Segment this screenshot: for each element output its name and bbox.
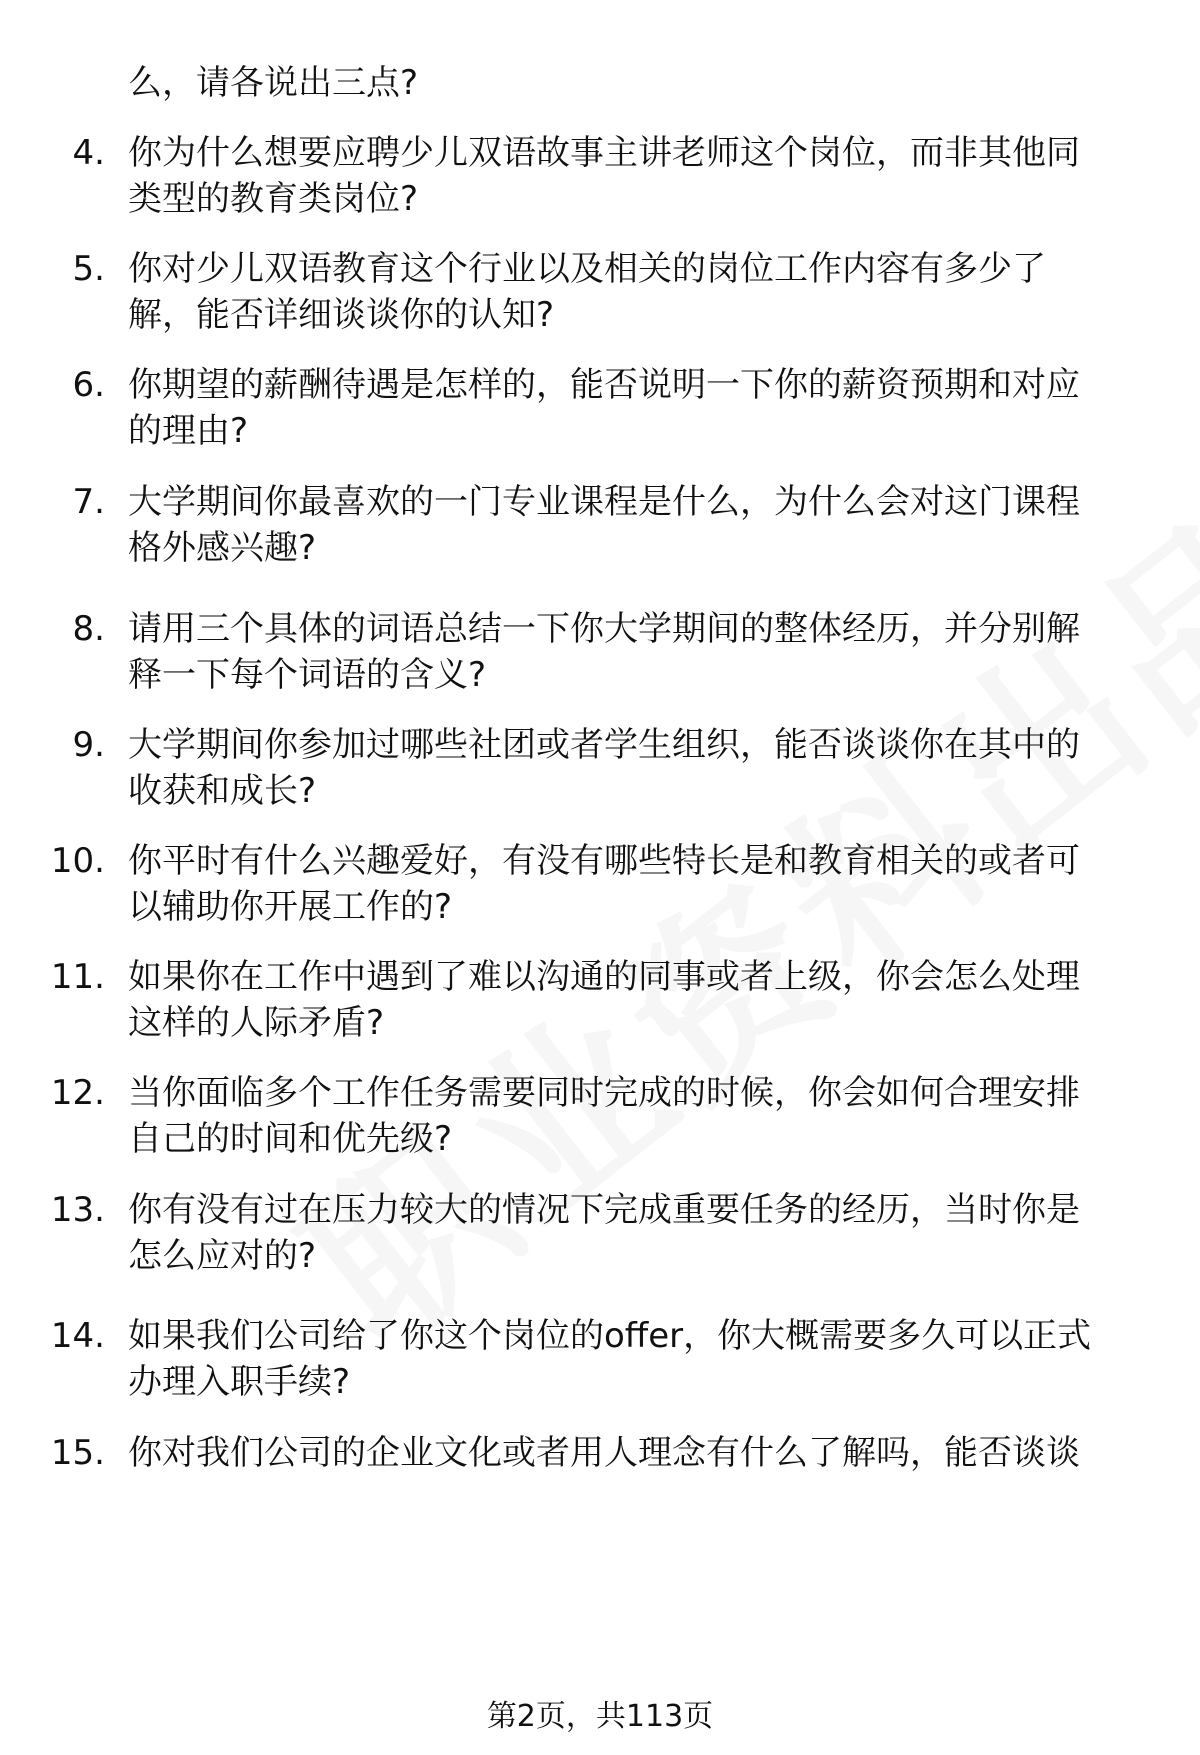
continuation-line: 么，请各说出三点? bbox=[128, 63, 419, 103]
question-number: 13. bbox=[50, 1190, 105, 1230]
question-number: 10. bbox=[50, 841, 105, 881]
question-text-cont: 的理由? bbox=[128, 411, 249, 451]
question-number: 15. bbox=[50, 1433, 105, 1473]
question-text: 当你面临多个工作任务需要同时完成的时候，你会如何合理安排 bbox=[128, 1073, 1080, 1113]
question-text: 请用三个具体的词语总结一下你大学期间的整体经历，并分别解 bbox=[128, 609, 1080, 649]
question-text: 大学期间你最喜欢的一门专业课程是什么，为什么会对这门课程 bbox=[128, 482, 1080, 522]
question-text: 你对少儿双语教育这个行业以及相关的岗位工作内容有多少了 bbox=[128, 249, 1046, 289]
question-text: 如果我们公司给了你这个岗位的offer，你大概需要多久可以正式 bbox=[128, 1316, 1092, 1356]
question-number: 7. bbox=[72, 482, 105, 522]
page-footer: 第2页，共113页 bbox=[486, 1699, 714, 1734]
question-number: 11. bbox=[50, 957, 105, 997]
question-text-cont: 以辅助你开展工作的? bbox=[128, 887, 453, 927]
question-text-cont: 类型的教育类岗位? bbox=[128, 179, 419, 219]
question-text: 如果你在工作中遇到了难以沟通的同事或者上级，你会怎么处理 bbox=[128, 957, 1080, 997]
question-number: 14. bbox=[50, 1316, 105, 1356]
question-text-cont: 怎么应对的? bbox=[128, 1236, 317, 1276]
question-number: 5. bbox=[72, 249, 105, 289]
question-text-cont: 自己的时间和优先级? bbox=[128, 1119, 453, 1159]
question-text-cont: 办理入职手续? bbox=[128, 1362, 351, 1402]
question-text-cont: 这样的人际矛盾? bbox=[128, 1003, 385, 1043]
question-number: 4. bbox=[72, 133, 105, 173]
question-text: 你有没有过在压力较大的情况下完成重要任务的经历，当时你是 bbox=[128, 1190, 1080, 1230]
question-number: 9. bbox=[72, 725, 105, 765]
question-number: 6. bbox=[72, 365, 105, 405]
question-text-cont: 解，能否详细谈谈你的认知? bbox=[128, 295, 555, 335]
question-text-cont: 收获和成长? bbox=[128, 771, 317, 811]
question-text: 你为什么想要应聘少儿双语故事主讲老师这个岗位，而非其他同 bbox=[128, 133, 1080, 173]
question-text-cont: 格外感兴趣? bbox=[128, 528, 317, 568]
question-number: 8. bbox=[72, 609, 105, 649]
question-text: 你平时有什么兴趣爱好，有没有哪些特长是和教育相关的或者可 bbox=[128, 841, 1080, 881]
question-text: 你期望的薪酬待遇是怎样的，能否说明一下你的薪资预期和对应 bbox=[128, 365, 1080, 405]
question-text-cont: 释一下每个词语的含义? bbox=[128, 655, 487, 695]
question-text: 大学期间你参加过哪些社团或者学生组织，能否谈谈你在其中的 bbox=[128, 725, 1080, 765]
question-text: 你对我们公司的企业文化或者用人理念有什么了解吗，能否谈谈 bbox=[128, 1433, 1080, 1473]
question-number: 12. bbox=[50, 1073, 105, 1113]
